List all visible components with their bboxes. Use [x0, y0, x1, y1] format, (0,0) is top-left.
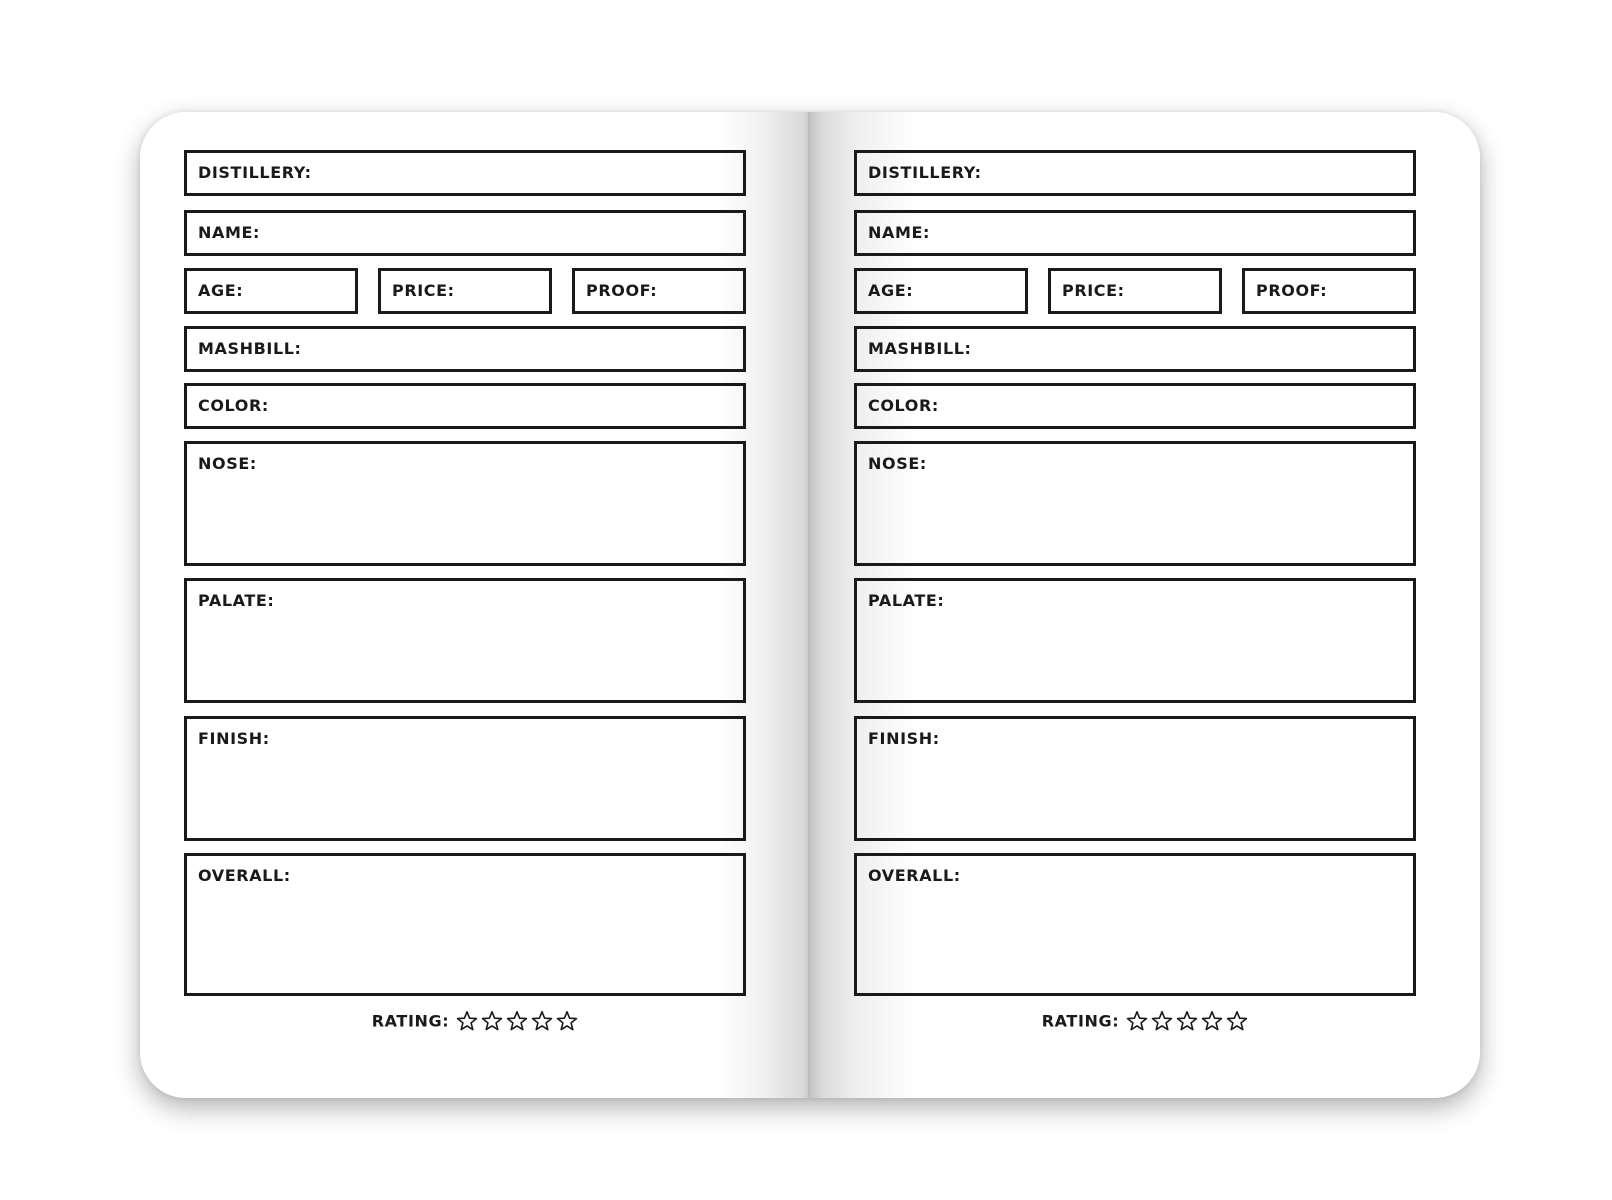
- star-outline-icon[interactable]: [481, 1010, 503, 1032]
- left-distillery-label: DISTILLERY:: [198, 163, 312, 182]
- right-price-label: PRICE:: [1062, 281, 1125, 300]
- left-color-label: COLOR:: [198, 396, 269, 415]
- right-page: [810, 112, 1480, 1098]
- left-overall-field[interactable]: [184, 853, 746, 996]
- right-nose-field[interactable]: [854, 441, 1416, 566]
- right-color-field[interactable]: [854, 383, 1416, 429]
- right-palate-label: PALATE:: [868, 591, 945, 610]
- right-proof-label: PROOF:: [1256, 281, 1328, 300]
- right-rating-stars: [1123, 1010, 1248, 1032]
- star-outline-icon[interactable]: [556, 1010, 578, 1032]
- left-mashbill-label: MASHBILL:: [198, 339, 302, 358]
- star-outline-icon[interactable]: [1201, 1010, 1223, 1032]
- left-color-field[interactable]: [184, 383, 746, 429]
- right-proof-field[interactable]: [1242, 268, 1416, 314]
- right-age-label: AGE:: [868, 281, 914, 300]
- left-proof-label: PROOF:: [586, 281, 658, 300]
- right-overall-label: OVERALL:: [868, 866, 961, 885]
- left-rating-row: [140, 1010, 810, 1032]
- left-palate-label: PALATE:: [198, 591, 275, 610]
- right-distillery-field[interactable]: [854, 150, 1416, 196]
- right-rating-label: RATING:: [1041, 1011, 1120, 1031]
- left-rating-stars: [453, 1010, 578, 1032]
- star-outline-icon[interactable]: [456, 1010, 478, 1032]
- open-notebook: [140, 112, 1480, 1098]
- right-price-field[interactable]: [1048, 268, 1222, 314]
- right-mashbill-field[interactable]: [854, 326, 1416, 372]
- star-outline-icon[interactable]: [531, 1010, 553, 1032]
- star-outline-icon[interactable]: [1176, 1010, 1198, 1032]
- left-nose-label: NOSE:: [198, 454, 257, 473]
- left-age-label: AGE:: [198, 281, 244, 300]
- left-name-label: NAME:: [198, 223, 261, 242]
- right-color-label: COLOR:: [868, 396, 939, 415]
- star-outline-icon[interactable]: [1126, 1010, 1148, 1032]
- right-finish-field[interactable]: [854, 716, 1416, 841]
- right-name-field[interactable]: [854, 210, 1416, 256]
- left-overall-label: OVERALL:: [198, 866, 291, 885]
- right-distillery-label: DISTILLERY:: [868, 163, 982, 182]
- right-finish-label: FINISH:: [868, 729, 940, 748]
- star-outline-icon[interactable]: [1151, 1010, 1173, 1032]
- star-outline-icon[interactable]: [506, 1010, 528, 1032]
- right-palate-field[interactable]: [854, 578, 1416, 703]
- left-age-field[interactable]: [184, 268, 358, 314]
- star-outline-icon[interactable]: [1226, 1010, 1248, 1032]
- right-name-label: NAME:: [868, 223, 931, 242]
- left-rating-label: RATING:: [371, 1011, 450, 1031]
- left-palate-field[interactable]: [184, 578, 746, 703]
- right-age-field[interactable]: [854, 268, 1028, 314]
- right-overall-field[interactable]: [854, 853, 1416, 996]
- left-finish-label: FINISH:: [198, 729, 270, 748]
- left-nose-field[interactable]: [184, 441, 746, 566]
- right-nose-label: NOSE:: [868, 454, 927, 473]
- left-finish-field[interactable]: [184, 716, 746, 841]
- left-mashbill-field[interactable]: [184, 326, 746, 372]
- right-rating-row: [810, 1010, 1480, 1032]
- left-proof-field[interactable]: [572, 268, 746, 314]
- left-distillery-field[interactable]: [184, 150, 746, 196]
- left-page: [140, 112, 810, 1098]
- left-price-field[interactable]: [378, 268, 552, 314]
- left-price-label: PRICE:: [392, 281, 455, 300]
- right-mashbill-label: MASHBILL:: [868, 339, 972, 358]
- left-name-field[interactable]: [184, 210, 746, 256]
